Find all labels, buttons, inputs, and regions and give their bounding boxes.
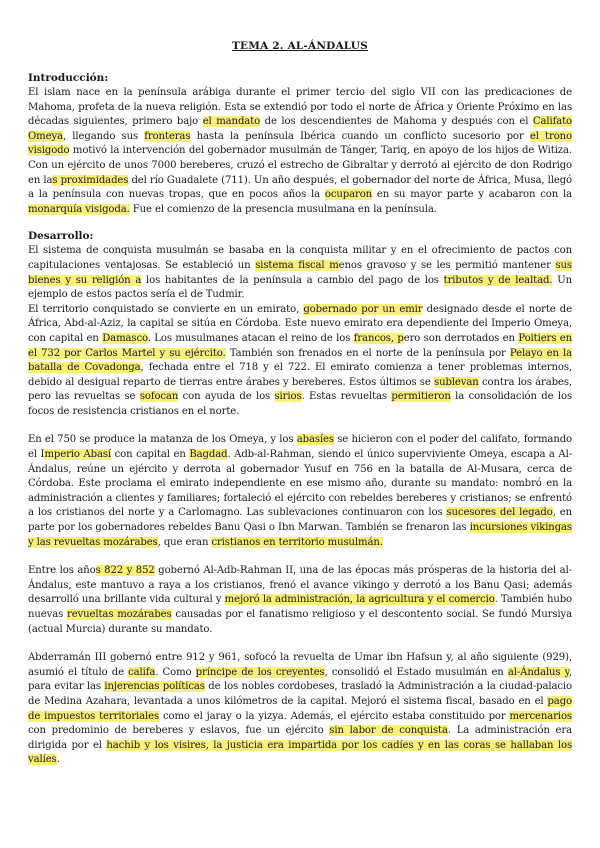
text-run: El islam nace en la península arábiga durante el primer tercio del siglo VII con las predicaciones de Mahoma, profeta de la nueva religión. Esta se extendió por todo el norte de África y Oriente Próximo en las décadas siguientes, primero bajo <box>28 87 572 128</box>
desarrollo-paragraph-5 <box>28 651 572 768</box>
text-run: , fechada entre el 718 y el 722. El emirato comienza a tener problemas internos, debido al desigual reparto de tierras entre árabes y bereberes. Estos últimos se <box>28 362 572 388</box>
text-run: los habitantes de la península a cambio del pago de los <box>141 274 444 286</box>
highlighted-text: Pelayo en la batalla de Covadonga <box>28 347 572 374</box>
highlighted-text: sucesores del legado <box>446 507 553 519</box>
text-run: , en parte por los gobernadores rebeldes Banu Qasi o Ibn Marwan. También se frenaron las <box>28 507 572 534</box>
highlighted-text: incursiones vikingas y las revueltas mozárabes <box>28 522 572 548</box>
text-run: , para evitar las <box>28 666 572 693</box>
document-page <box>28 40 572 768</box>
highlighted-text: gobernado por un emir <box>303 303 423 315</box>
highlighted-text: permitieron <box>391 391 451 403</box>
text-run: . La administración era dirigida por el <box>28 725 572 751</box>
text-run: de los descendientes de Mahoma y después con el <box>260 116 533 128</box>
highlighted-text: príncipe de los creyentes <box>195 666 325 678</box>
highlighted-text: mejoró la administración, la agricultura y el comercio <box>224 594 495 606</box>
text-run: con ayuda de los <box>178 391 275 403</box>
text-run: . Como <box>155 666 196 678</box>
text-run: con predominio de bereberes y eslavos, fue un ejército <box>28 725 330 737</box>
highlighted-text: sistema fiscal m <box>255 259 339 271</box>
highlighted-text: s 822 y 852 <box>95 565 155 577</box>
highlighted-text: hachib y los visires, la justicia era impartida por los cadíes y en las coras se hallaban los valíes <box>28 739 572 766</box>
text-run: , llegando sus <box>62 130 145 142</box>
text-run: , que eran <box>157 536 212 548</box>
text-run: con capital en <box>111 449 190 461</box>
desarrollo-paragraph-2 <box>28 303 572 420</box>
desarrollo-paragraph-4 <box>28 564 572 637</box>
highlighted-text: el mandato <box>202 116 261 128</box>
text-run: ero son derrotados en <box>403 332 519 344</box>
highlighted-text: Bagdad <box>189 449 228 461</box>
highlighted-text: abasíes <box>296 434 334 446</box>
text-run: la consolidación de los focos de resistencia cristianos en el norte. <box>28 391 572 417</box>
highlighted-text: el trono visigodo <box>28 130 572 157</box>
highlighted-text: fronteras <box>144 130 191 142</box>
highlighted-text: mperio Abasí <box>44 449 112 461</box>
text-run: en su mayor parte y acabaron con la <box>372 189 572 201</box>
text-run: . Los musulmanes atacan el reino de los <box>147 332 354 344</box>
highlighted-text: Damasco <box>102 332 148 344</box>
document-title: TEMA 2. AL-ÁNDALUS <box>232 40 368 52</box>
highlighted-text: s proximidades <box>52 174 129 186</box>
highlighted-text: pago de impuestos territoriales <box>28 695 572 722</box>
text-run: . También hubo nuevas <box>28 594 573 620</box>
text-run: se hicieron con el poder del califato, formando el I <box>28 434 572 461</box>
desarrollo-heading: Desarrollo: <box>28 230 94 243</box>
text-run: . <box>56 754 60 766</box>
highlighted-text: monarquía visigoda. <box>28 203 130 215</box>
text-run: . Estas revueltas <box>301 391 392 403</box>
highlighted-text: sofocan <box>139 391 179 403</box>
text-run: enos gravoso y se les permitió mantener <box>338 259 556 271</box>
highlighted-text: mercenarios <box>509 710 572 722</box>
intro-paragraph <box>28 86 572 217</box>
text-run: , consolidó el Estado musulmán en <box>324 666 508 678</box>
text-run: Entre los año <box>28 565 96 577</box>
text-run: Fue el comienzo de la presencia musulmana en la península. <box>129 203 437 215</box>
highlighted-text: sirios <box>274 391 302 403</box>
highlighted-text: sin labor de conquista <box>329 725 448 737</box>
highlighted-text: sus bienes y su religión a <box>28 259 572 286</box>
highlighted-text: revueltas mozárabes <box>67 609 172 620</box>
highlighted-text: sublevan <box>434 376 479 388</box>
text-run: gobernó Al-Adb-Rahman II, una de las épocas más prósperas de la historia del al-Ándalus, este mantuvo a raya a los cristianos, frenó el avance vikingo y derrotó a los Banu Qasi; además desarrolló una brillante vida cultural y <box>28 565 572 606</box>
text-run: de los nobles cordobeses, trasladó la Administración a la ciudad-palacio de Medina Azahara, levantada a unos kilómetros de la capital. Mejoró el sistema fiscal, basado en el <box>28 681 572 707</box>
highlighted-text: injerencias políticas <box>104 681 205 693</box>
highlighted-text: tributos y de lealtad. <box>443 274 553 286</box>
text-run: contra los árabes, pero las revueltas se <box>28 376 572 403</box>
text-run: hasta la península Ibérica cuando un conflicto sucesorio por <box>190 130 530 142</box>
highlighted-text: cristianos en territorio musulmán. <box>211 536 383 548</box>
highlighted-text: al-Ándalus y <box>507 666 569 678</box>
text-run: Un ejemplo de estos pactos sería el de Tudmir. <box>28 274 573 301</box>
highlighted-text: ocuparon <box>324 189 373 201</box>
text-run: En el 750 se produce la matanza de los Omeya, y los <box>28 434 297 446</box>
text-run: designado desde el norte de África, Abd-al-Aziz, la capital se sitúa en Córdoba. Este nuevo emirato era dependiente del Imperio Omeya, con capital en <box>28 303 572 344</box>
highlighted-text: califa <box>128 666 156 678</box>
highlighted-text: Califato Omeya <box>28 116 573 142</box>
highlighted-text: Poitiers en el 732 por Carlos Martel y su ejército. <box>28 332 572 359</box>
text-run: El sistema de conquista musulmán se basaba en la conquista militar y en el ofrecimiento de pactos con capitulaciones ventajosas. Se estableció un <box>28 245 572 271</box>
text-run: del río Guadalete (711). Un año después, el gobernador del norte de África, Musa, llegó a la península con nuevas tropas, que en pocos años la <box>28 174 572 201</box>
text-run: . Adb-al-Rahman, siendo el único superviviente Omeya, escapa a Al-Ándalus, reúne un ejército y derrota al gobernador Yusuf en 756 en la batalla de Al-Musara, cerca de Córdoba. Este proclama el emirato independiente en ese mismo año, durante su mandato: nombró en la administración a clientes y familiares; fortaleció el ejército con rebeldes bereberes y cristianos; se enfrentó a los cristianos del norte y a Carlomagno. Las sublevaciones continuaron con los <box>28 449 572 519</box>
text-run: Abderramán III gobernó entre 912 y 961, sofocó la revuelta de Umar ibn Hafsun y, al año siguiente (929), asumió el título de <box>28 652 572 678</box>
text-run: causadas por el fanatismo religioso y el descontento social. Se fundó Mursiya (actual Murcia) durante su mandato. <box>28 609 573 635</box>
highlighted-text: francos, p <box>353 332 404 344</box>
text-run: motivó la intervención del gobernador musulmán de Tánger, Tariq, en apoyo de los hijos de Witiza. Con un ejército de unos 7000 bereberes, cruzó el estrecho de Gibraltar y derrotó al ejército de don Rodrigo en la <box>28 145 572 186</box>
text-run: como el jaray o la yizya. Además, el ejército estaba constituido por <box>159 710 510 722</box>
text-run: El territorio conquistado se convierte en un emirato, <box>28 303 304 315</box>
text-run: También son frenados en el norte de la península por <box>225 347 510 359</box>
desarrollo-paragraph-3 <box>28 433 572 550</box>
desarrollo-paragraph-1 <box>28 244 572 302</box>
intro-heading: Introducción: <box>28 72 109 84</box>
